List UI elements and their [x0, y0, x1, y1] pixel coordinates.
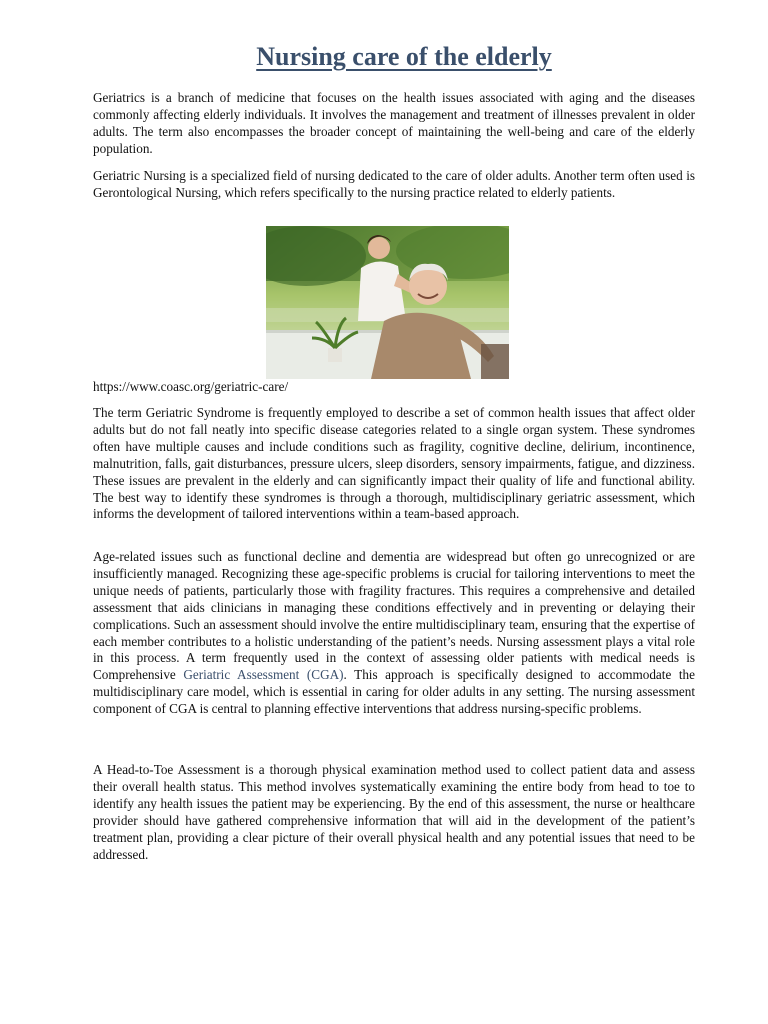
paragraph-geriatric-syndrome: The term Geriatric Syndrome is frequently employed to describe a set of common health issues that affect older adults but do not fall neatly into specific disease categories related to a single organ system. These syndromes often have multiple causes and include conditions such as fragility, cognitive decline, delirium, incontinence, malnutrition, falls, gait disturbances, pressure ulcers, sleep disorders, sensory impairments, fatigue, and dizziness. These issues are prevalent in the elderly and can significantly impact their quality of life and functional ability. The best way to identify these syndromes is through a thorough, multidisciplinary geriatric assessment, which informs the development of tailored interventions within a team-based approach. [93, 405, 695, 522]
page-title: Nursing care of the elderly [256, 42, 552, 71]
paragraph-head-to-toe: A Head-to-Toe Assessment is a thorough physical examination method used to collect patient data and assess their overall health status. This method involves systematically examining the entire body from head to toe to identify any health issues the patient may be experiencing. By the end of this assessment, the nurse or healthcare provider should have gathered comprehensive information that will aid in the development of the patient’s treatment plan, providing a clear picture of their overall physical health and any potential issues that need to be addressed. [93, 762, 695, 862]
cga-link[interactable]: Geriatric Assessment (CGA) [183, 667, 344, 683]
paragraph-geriatric-nursing: Geriatric Nursing is a specialized field of nursing dedicated to the care of older adults. Another term often used is Gerontological Nursing, which refers specifically to the nursing practice related to elderly patients. [93, 168, 695, 200]
image-source-caption: https://www.coasc.org/geriatric-care/ [93, 379, 289, 394]
nurse-with-elderly-patient-photo [266, 226, 509, 379]
paragraph-age-related-issues [93, 549, 695, 718]
paragraph-text-before-link: Age-related issues such as functional decline and dementia are widespread but often go unrecognized or are insufficiently managed. Recognizing these age-specific problems is crucial for tailoring interventions to meet the unique needs of patients, particularly those with fragility fractures. This requires a comprehensive and detailed assessment that aids clinicians in managing these conditions effectively and in preventing or delaying their complications. Such an assessment should involve the entire multidisciplinary team, ensuring that the expertise of each member contributes to a holistic understanding of the patient’s needs. Nursing assessment plays a vital role in this process. A term frequently used in the context of assessing older patients with medical needs is Comprehensive [93, 549, 695, 683]
paragraph-geriatrics: Geriatrics is a branch of medicine that focuses on the health issues associated with aging and the diseases commonly affecting elderly individuals. It involves the management and treatment of illnesses prevalent in older adults. The term also encompasses the broader concept of maintaining the well-being and care of the elderly population. [93, 90, 695, 156]
paragraph-text-after-link: . This approach is specifically designed to accommodate the multidisciplinary care model, which is essential in caring for older adults in any setting. The nursing assessment component of CGA is central to planning effective interventions that address nursing-specific problems. [93, 667, 695, 717]
